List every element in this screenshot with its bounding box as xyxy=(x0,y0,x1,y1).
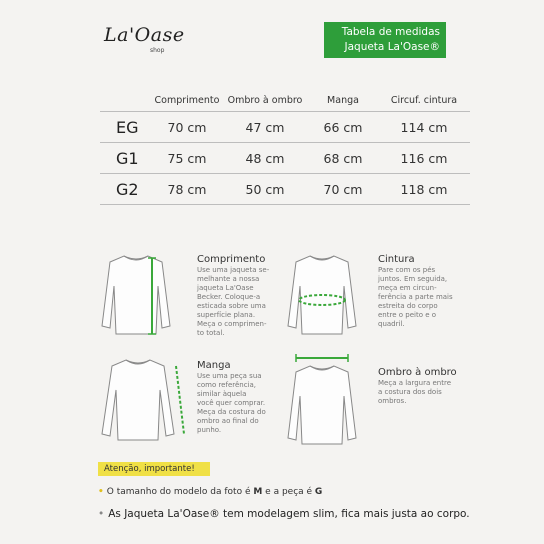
measurements-table xyxy=(100,89,470,205)
section-manga xyxy=(197,360,266,435)
section-title: Manga xyxy=(197,360,231,371)
section-cintura xyxy=(378,254,453,329)
brand-logo: La'Oase xyxy=(104,24,185,46)
slim-fit-note: • As Jaqueta La'Oase® tem modelagem slim, fica mais justa ao corpo. xyxy=(98,508,470,520)
section-text: Meça a largura entre a costura dos dois ombros. xyxy=(378,379,452,405)
bullet-icon: • xyxy=(98,508,105,520)
table-cell: 70 cm xyxy=(152,112,222,143)
table-cell: 118 cm xyxy=(378,174,470,205)
title-line-2: Jaqueta La'Oase® xyxy=(344,41,440,53)
table-cell: 68 cm xyxy=(308,143,378,174)
section-text: Pare com os pés juntos. Em seguida, meça em circun- ferência a parte mais estreita do corpo entre o peito e o quadril. xyxy=(378,266,453,328)
table-row xyxy=(100,112,470,143)
table-header: Circuf. cintura xyxy=(390,94,458,106)
title-line-1: Tabela de medidas xyxy=(341,26,440,38)
table-cell: 66 cm xyxy=(308,112,378,143)
section-title: Cintura xyxy=(378,254,415,265)
table-header: Ombro à ombro xyxy=(227,94,303,106)
table-cell: 75 cm xyxy=(152,143,222,174)
section-ombro xyxy=(378,367,457,406)
table-cell: 78 cm xyxy=(152,174,222,205)
section-comprimento xyxy=(197,254,269,338)
model-size-note: • O tamanho do modelo da foto é M e a peça é G xyxy=(98,487,323,497)
table-cell: 48 cm xyxy=(222,143,308,174)
shoulder-illustration xyxy=(282,354,362,446)
jacket-length-illustration xyxy=(96,250,176,340)
table-header-row xyxy=(100,89,470,112)
table-header: Comprimento xyxy=(154,94,220,106)
size-label: EG xyxy=(100,112,152,143)
brand-logo-sub: shop xyxy=(150,47,165,54)
section-title: Comprimento xyxy=(197,254,266,265)
table-header: Manga xyxy=(327,94,359,106)
attention-label: Atenção, importante! xyxy=(98,462,210,476)
section-text: Use uma jaqueta se- melhante a nossa jaqueta La'Oase Becker. Coloque-a esticada sobre uma superfície plana. Meça o comprimen- to total. xyxy=(197,266,270,337)
table-cell: 114 cm xyxy=(378,112,470,143)
section-title: Ombro à ombro xyxy=(378,367,457,378)
bullet-icon: • xyxy=(98,487,104,497)
title-box xyxy=(324,22,446,58)
table-row xyxy=(100,143,470,174)
table-cell: 116 cm xyxy=(378,143,470,174)
sleeve-illustration xyxy=(96,354,192,446)
table-header xyxy=(100,89,152,112)
size-label: G1 xyxy=(100,143,152,174)
section-text: Use uma peça sua como referência, similar àquela você quer comprar. Meça da costura do ombro ao final do punho. xyxy=(197,372,266,434)
table-cell: 47 cm xyxy=(222,112,308,143)
table-row xyxy=(100,174,470,205)
size-label: G2 xyxy=(100,174,152,205)
table-cell: 70 cm xyxy=(308,174,378,205)
waist-illustration xyxy=(282,250,362,340)
table-cell: 50 cm xyxy=(222,174,308,205)
